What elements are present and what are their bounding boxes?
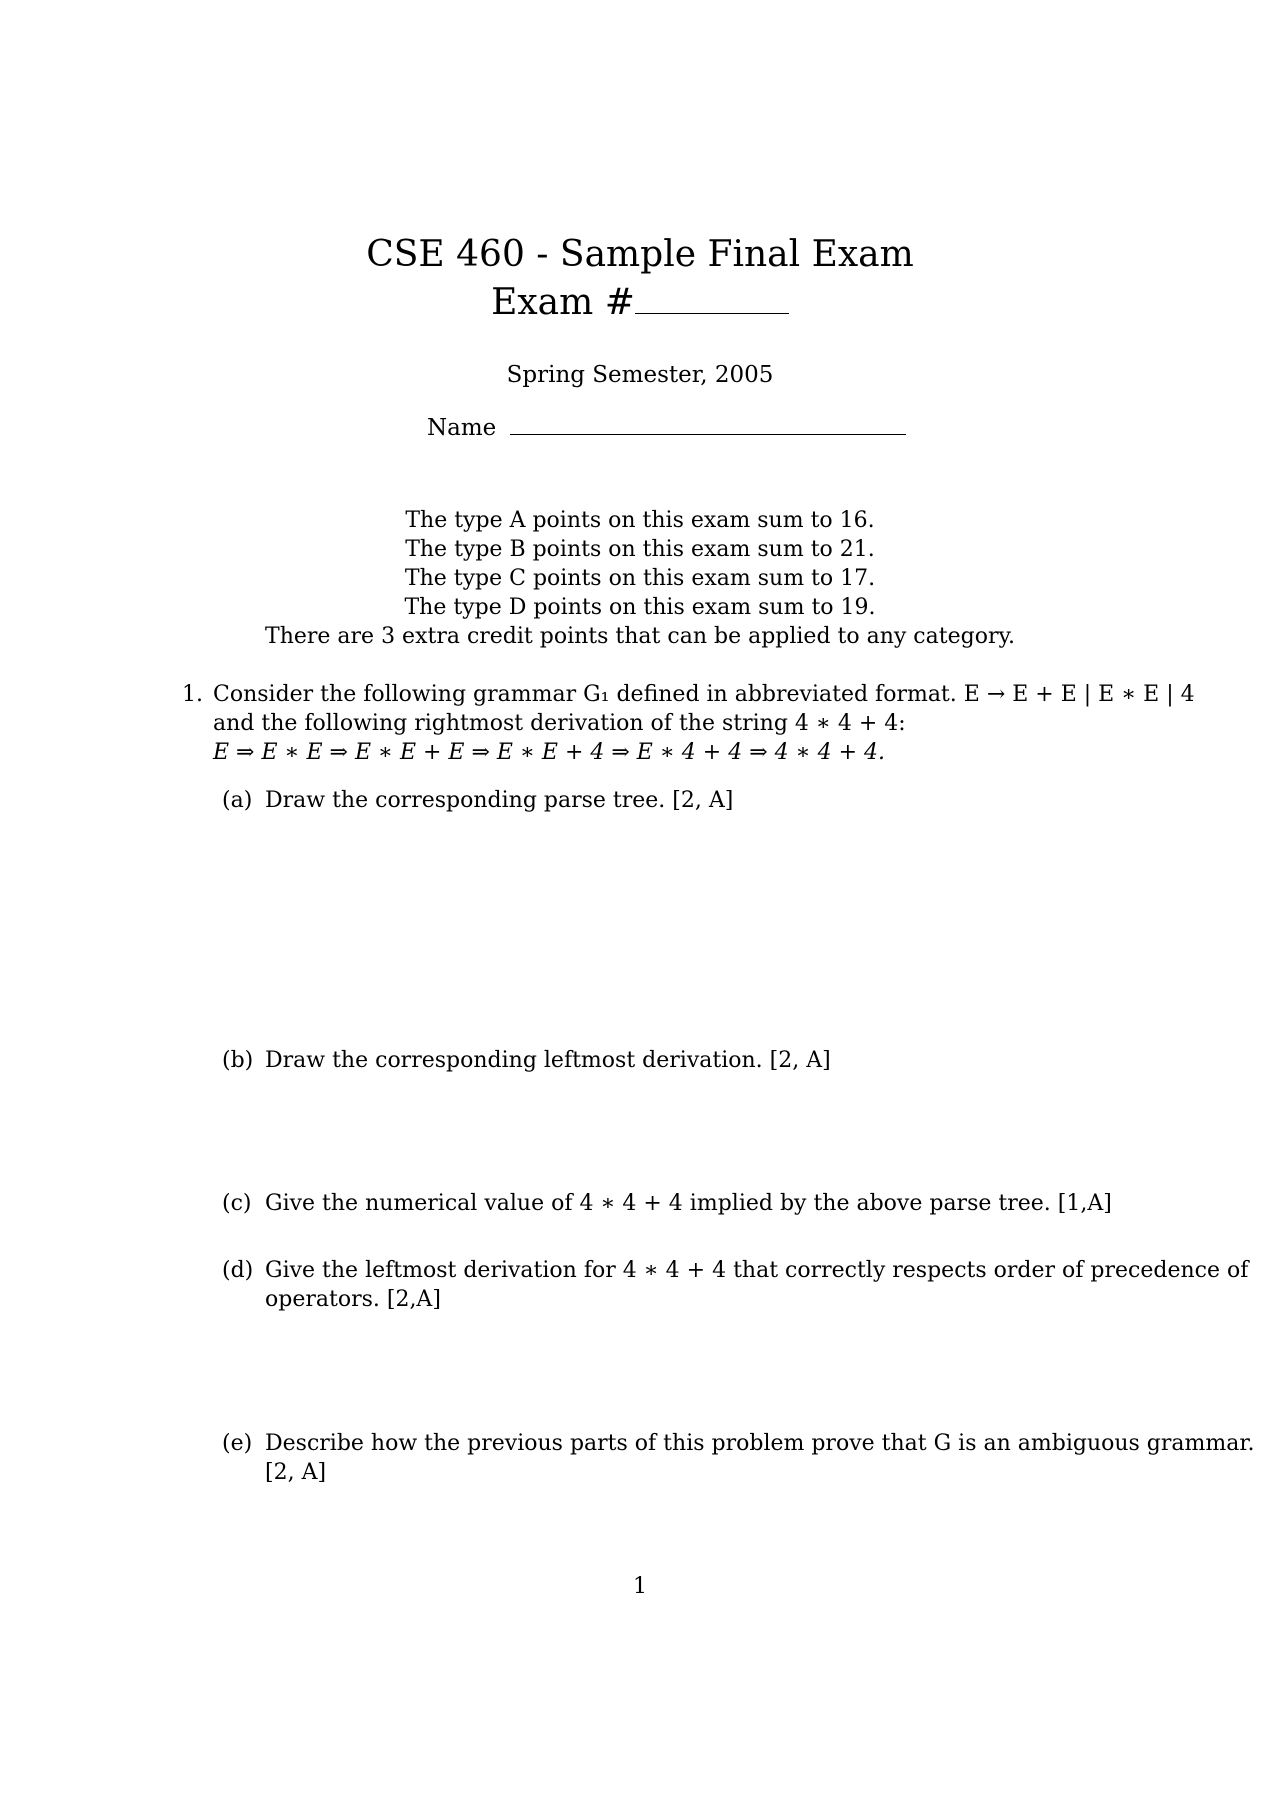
points-type-a: The type A points on this exam sum to 16. [405, 508, 875, 533]
part-d-text: Give the leftmost derivation for 4 ∗ 4 + 4 that correctly respects order of precedence of [265, 1258, 1249, 1283]
exam-number-line [0, 282, 1280, 323]
part-c-label: (c) [222, 1191, 252, 1216]
page-number [0, 1572, 1280, 1601]
part-a-text: Draw the corresponding parse tree. [2, A] [265, 788, 734, 813]
question-1-number: 1. [182, 682, 203, 707]
question-1-line-1: Consider the following grammar G₁ defined in abbreviated format. E → E + E | E ∗ E | 4 [213, 682, 1195, 707]
part-d-label: (d) [222, 1258, 254, 1283]
points-type-d: The type D points on this exam sum to 19. [404, 595, 876, 620]
question-1-derivation: E ⇒ E ∗ E ⇒ E ∗ E + E ⇒ E ∗ E + 4 ⇒ E ∗ 4 + 4 ⇒ 4 ∗ 4 + 4. [213, 740, 885, 765]
part-e-text-2: [2, A] [265, 1460, 327, 1485]
page-number-text: 1 [633, 1574, 647, 1599]
page-title-text: CSE 460 - Sample Final Exam [366, 234, 914, 275]
semester-text: Spring Semester, 2005 [506, 362, 774, 388]
name-label: Name [427, 415, 497, 441]
points-type-c: The type C points on this exam sum to 17. [404, 566, 876, 591]
exam-number-label: Exam # [491, 282, 635, 323]
part-e-label: (e) [222, 1431, 253, 1456]
part-c-text: Give the numerical value of 4 ∗ 4 + 4 implied by the above parse tree. [1,A] [265, 1191, 1112, 1216]
semester [0, 362, 1280, 388]
part-b-text: Draw the corresponding leftmost derivation. [2, A] [265, 1048, 831, 1073]
exam-number-blank[interactable] [635, 285, 789, 314]
page-title [0, 234, 1280, 275]
points-type-b: The type B points on this exam sum to 21. [405, 537, 875, 562]
part-a-label: (a) [222, 788, 253, 813]
points-extra-credit: There are 3 extra credit points that can be applied to any category. [265, 624, 1015, 649]
name-line [427, 414, 906, 441]
points-info [0, 506, 1280, 651]
part-e-text: Describe how the previous parts of this problem prove that G is an ambiguous grammar. [265, 1431, 1255, 1456]
part-b-label: (b) [222, 1048, 254, 1073]
question-1-line-2: and the following rightmost derivation of the string 4 ∗ 4 + 4: [213, 711, 906, 736]
part-d-text-2: operators. [2,A] [265, 1287, 441, 1312]
name-blank[interactable] [510, 414, 906, 435]
